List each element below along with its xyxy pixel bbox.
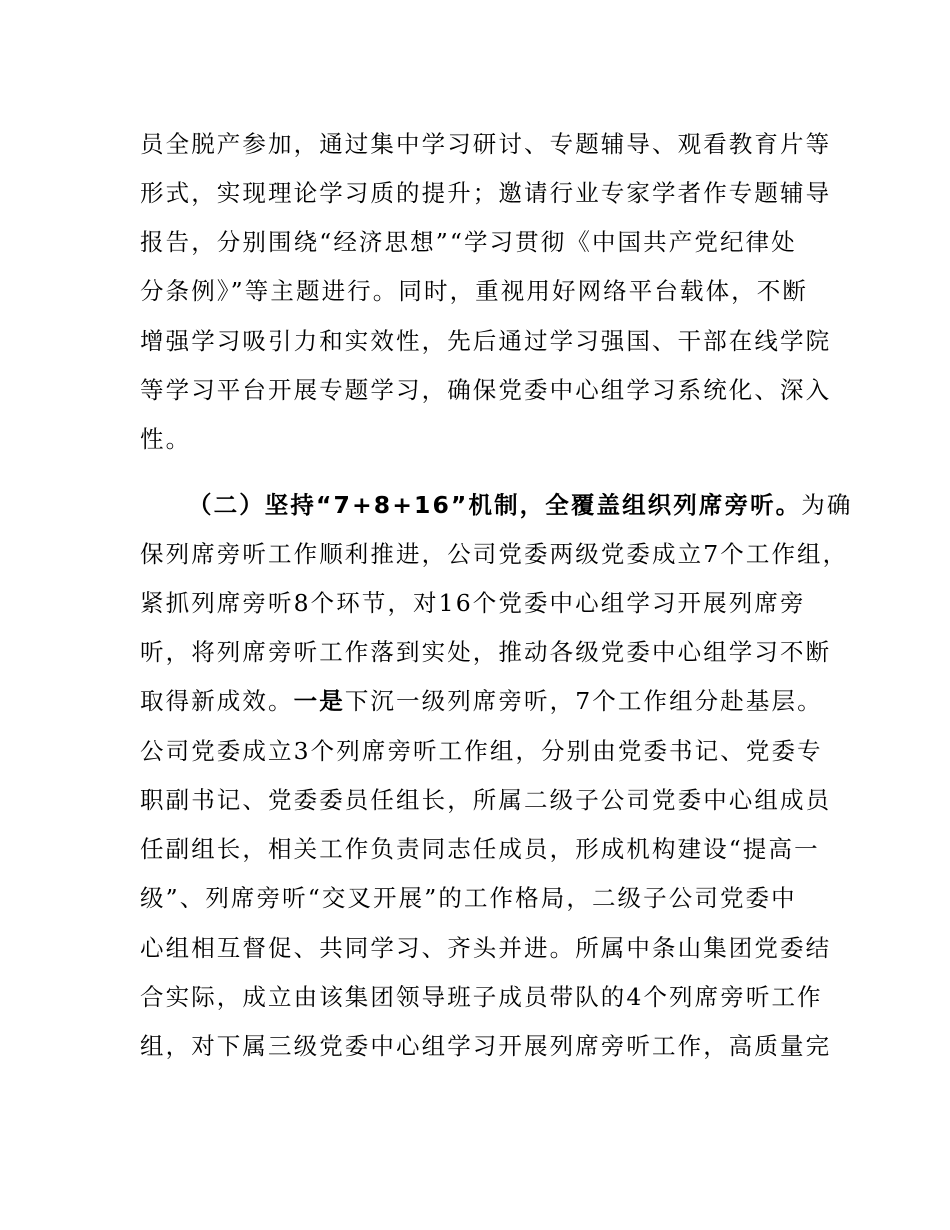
paragraph2-more-line-1: 公司党委成立3个列席旁听工作组，分别由党委书记、党委专 [140,737,823,765]
paragraph2-more-line-7: 组，对下属三级党委中心组学习开展列席旁听工作，高质量完 [140,1032,832,1060]
section-heading: （二）坚持“7+8+16”机制，全覆盖组织列席旁听。 [188,491,802,519]
paragraph1-line-1: 员全脱产参加，通过集中学习研讨、专题辅导、观看教育片等 [140,130,832,158]
heading-tail-text: 为确 [801,491,853,519]
paragraph2-more-line-4: 级”、列席旁听“交叉开展”的工作格局，二级子公司党委中 [140,884,797,912]
paragraph2-more-line-3: 任副组长，相关工作负责同志任成员，形成机构建设“提高一 [140,835,820,863]
paragraph2-line-3: 听，将列席旁听工作落到实处，推动各级党委中心组学习不断 [140,638,832,666]
paragraph2-more-line-6: 合实际，成立由该集团领导班子成员带队的4个列席旁听工作 [140,983,823,1011]
point1-label: 一是 [293,687,345,715]
point1-text: 下沉一级列席旁听，7个工作组分赴基层。 [344,687,823,715]
paragraph2-heading-line [188,485,853,525]
paragraph1-line-3: 报告，分别围绕“经济思想”“学习贯彻《中国共产党纪律处 [140,228,797,256]
paragraph2-more-line-5: 心组相互督促、共同学习、齐头并进。所属中条山集团党委结 [140,934,832,962]
paragraph1-line-7: 性。 [140,425,192,453]
paragraph2-line-4-lead: 取得新成效。 [140,687,294,715]
paragraph2-more-line-2: 职副书记、党委委员任组长，所属二级子公司党委中心组成员 [140,786,832,814]
paragraph2-line-2: 紧抓列席旁听8个环节，对16个党委中心组学习开展列席旁 [140,589,806,617]
paragraph2-line-4 [140,681,823,721]
paragraph1-line-5: 增强学习吸引力和实效性，先后通过学习强国、干部在线学院 [140,327,832,355]
paragraph1-line-2: 形式，实现理论学习质的提升；邀请行业专家学者作专题辅导 [140,179,832,207]
paragraph1-line-4: 分条例》”等主题进行。同时，重视用好网络平台载体，不断 [140,277,808,305]
paragraph2-line-1: 保列席旁听工作顺利推进，公司党委两级党委成立7个工作组， [140,540,849,568]
paragraph1-line-6: 等学习平台开展专题学习，确保党委中心组学习系统化、深入 [140,376,832,404]
